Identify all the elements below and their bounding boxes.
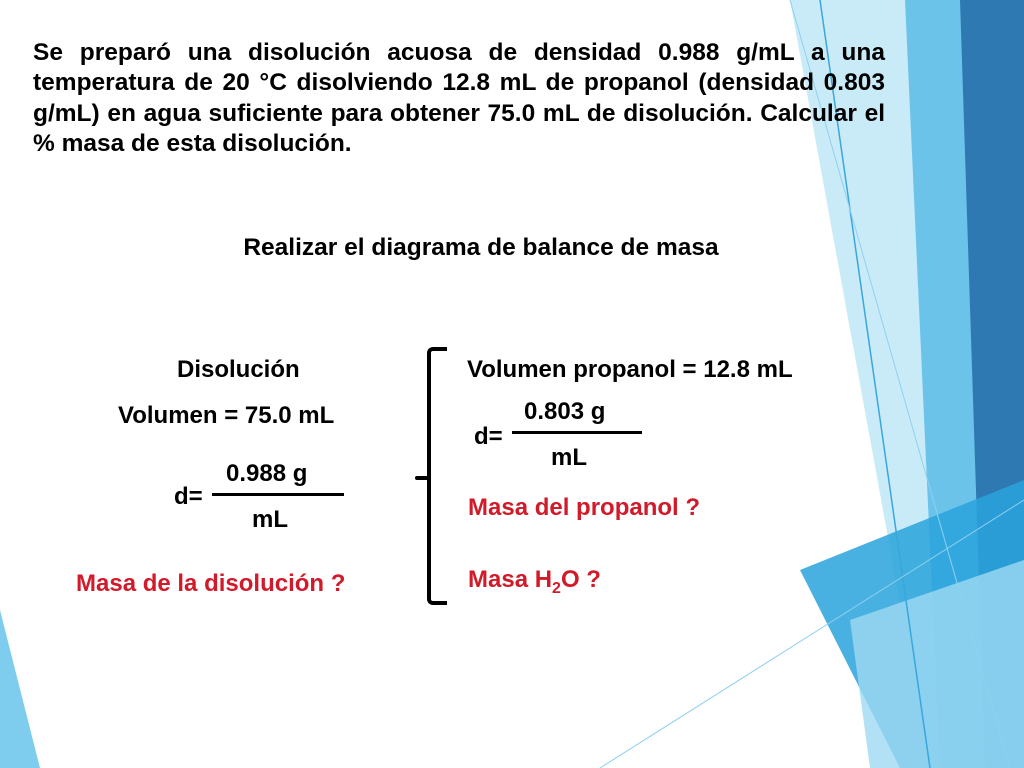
subtitle: Realizar el diagrama de balance de masa (243, 234, 719, 261)
disolucion-density-denominator: mL (252, 506, 288, 533)
grouping-bracket-tick (415, 476, 429, 480)
disolucion-density-numerator: 0.988 g (226, 460, 308, 487)
disolucion-heading: Disolución (177, 356, 300, 383)
deco-left-corner-shape (0, 610, 40, 768)
propanol-fraction-bar (512, 431, 642, 434)
propanol-density-denominator: mL (551, 444, 587, 471)
propanol-density-numerator: 0.803 g (524, 398, 606, 425)
disolucion-density-prefix: d= (174, 483, 203, 510)
disolucion-fraction-bar (212, 493, 344, 496)
water-mass-question (468, 566, 601, 598)
propanol-density-prefix: d= (474, 423, 503, 450)
water-mass-suffix: O ? (560, 566, 601, 593)
propanol-mass-question: Masa del propanol ? (468, 494, 701, 521)
propanol-heading: Volumen propanol = 12.8 mL (467, 356, 793, 383)
problem-statement: Se preparó una disolución acuosa de densidad 0.988 g/mL a una temperatura de 20 °C disolviendo 12.8 mL de propanol (densidad 0.803 g/mL) en agua suficiente para obtener 75.0 mL de disolución. Calcular el % masa de esta disolución. (33, 39, 885, 158)
water-mass-prefix: Masa H (468, 566, 553, 593)
grouping-bracket (427, 347, 447, 605)
disolucion-volume: Volumen = 75.0 mL (118, 402, 335, 429)
disolucion-mass-question: Masa de la disolución ? (76, 570, 346, 597)
water-mass-subscript: 2 (552, 579, 561, 597)
